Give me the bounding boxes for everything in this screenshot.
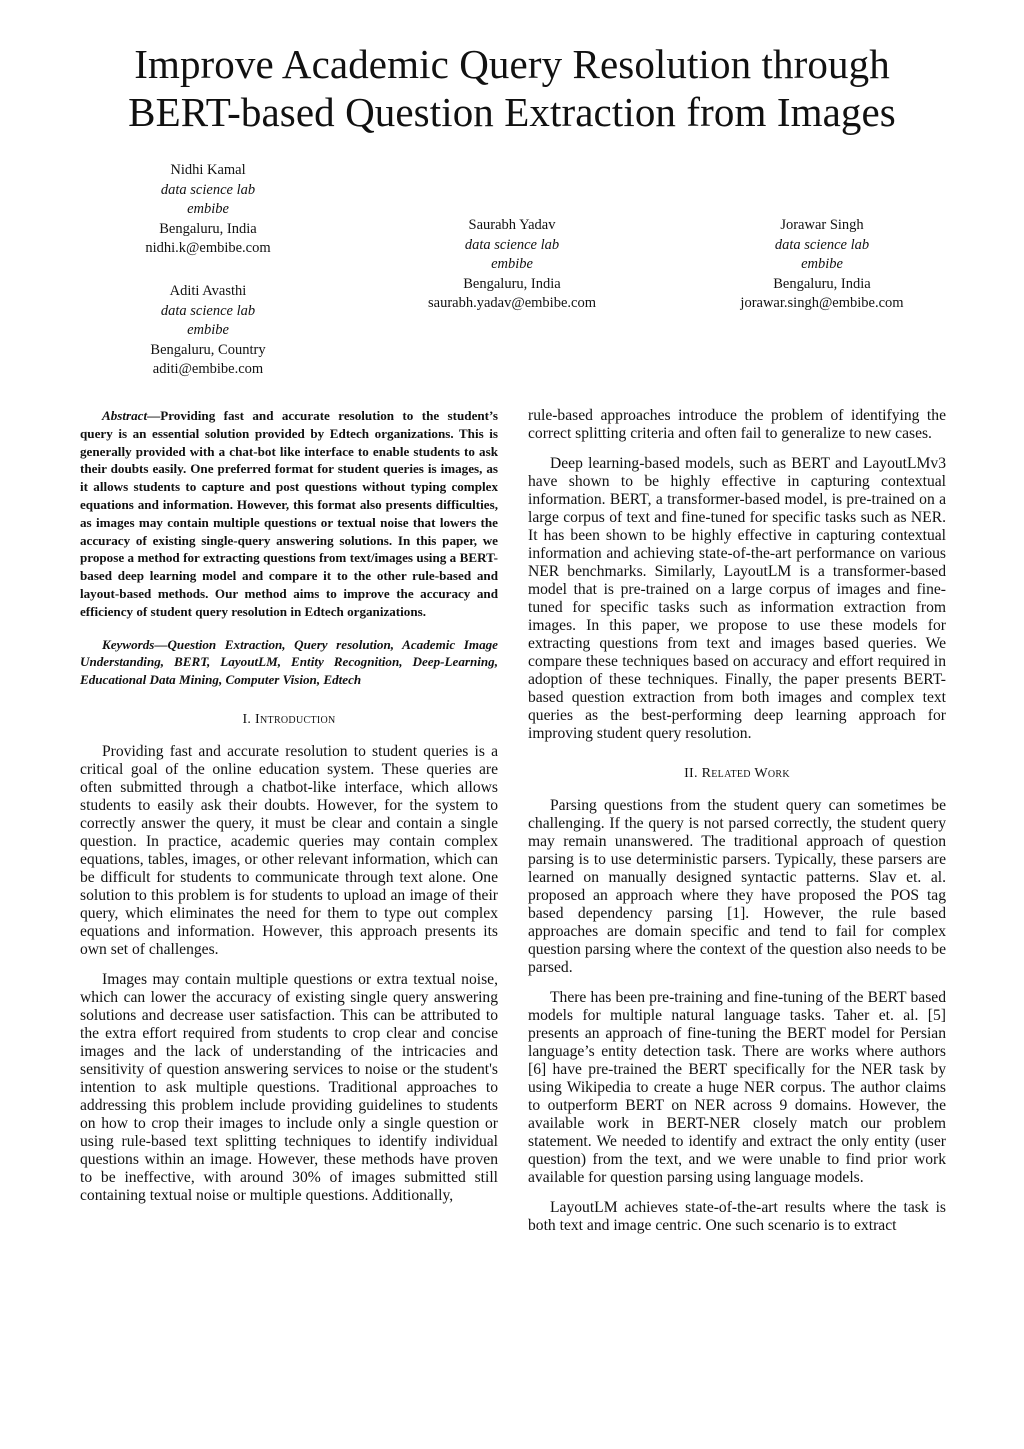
author-org: embibe bbox=[187, 322, 229, 338]
author-name: Jorawar Singh bbox=[780, 217, 864, 233]
author-name: Aditi Avasthi bbox=[169, 283, 247, 299]
paragraph: There has been pre-training and fine-tuning of the BERT based models for multiple natural language tasks. Taher et. al. [5] presents an approach of fine-tuning the BERT model for Persian language’s entity detection task. There are works where authors [6] have pre-trained the BERT specifically for the NER task by using Wikipedia to create a huge NER corpus. The author claims to outperform BERT on NER across 9 domains. However, the available work in BERT-NER closely match our problem statement. We needed to identify and extract the only entity (user question) from the text, and we were unable to find prior work available for question parsing using language models. bbox=[528, 989, 946, 1186]
title-line-2: BERT-based Question Extraction from Images bbox=[128, 89, 896, 135]
abstract-label: Abstract bbox=[102, 408, 148, 423]
abstract-text: Providing fast and accurate resolution to the student’s query is an essential solution provided by Edtech organizations. This is generally provided with a chat-bot like interface to enable students to ask their doubts easily. One preferred format for student queries is images, as it allows students to capture and post questions without typing complex equations and information. However, this format also presents difficulties, as images may contain multiple questions or textual noise that lowers the accuracy of existing single-query answering solutions. In this paper, we propose a method for extracting questions from text/images using a BERT-based deep learning model and compare it to the other rule-based and layout-based methods. Our method aims to improve the accuracy and efficiency of student query resolution in Edtech organizations. bbox=[80, 408, 498, 619]
paper-title bbox=[60, 40, 964, 136]
keywords-text: Question Extraction, Query resolution, Academic Image Understanding, BERT, LayoutLM, Entity Recognition, Deep-Learning, Educational Data Mining, Computer Vision, Edtech bbox=[80, 636, 498, 688]
section-title: Introduction bbox=[255, 711, 336, 727]
author-block-4 bbox=[702, 216, 942, 314]
author-block-2 bbox=[88, 282, 328, 380]
author-org: embibe bbox=[801, 256, 843, 272]
paragraph: Parsing questions from the student query can sometimes be challenging. If the query is not parsed correctly, the student query may remain unanswered. The traditional approach of question parsing is to use deterministic parsers. Typically, these parsers are learned on manually designed syntactic patterns. Slav et. al. proposed an approach where they have proposed the POS tag based dependency parsing [1]. However, the rule based approaches are domain specific and tend to fail for complex question parsing where the context of the question also needs to be parsed. bbox=[528, 797, 946, 976]
paragraph: rule-based approaches introduce the problem of identifying the correct splitting criteria and often fail to generalize to new cases. bbox=[528, 407, 946, 442]
author-dept: data science lab bbox=[160, 181, 256, 198]
author-org: embibe bbox=[187, 201, 229, 217]
abstract bbox=[80, 407, 498, 621]
left-column bbox=[80, 407, 498, 1205]
author-location: Bengaluru, India bbox=[159, 220, 257, 237]
title-line-1: Improve Academic Query Resolution through bbox=[134, 41, 890, 87]
section-title: Related Work bbox=[701, 766, 790, 781]
section-number: II. bbox=[684, 766, 698, 781]
paragraph: Images may contain multiple questions or extra textual noise, which can lower the accuracy of existing single query answering solutions and decrease user satisfaction. This can be attributed to the extra effort required from students to crop clear and concise images and the lack of understanding of the intricacies and sensitivity of question answering services to noise or the student's intention to ask multiple questions. Traditional approaches to addressing this problem include providing guidelines to students on how to crop their images to include only a single question or using rule-based text splitting techniques to identify individual questions within an image. However, these methods have proven to be ineffective, with around 30% of images submitted still containing textual noise or multiple questions. Additionally, bbox=[80, 970, 498, 1204]
author-block-3 bbox=[392, 216, 632, 314]
keywords bbox=[80, 636, 498, 689]
author-org: embibe bbox=[491, 256, 533, 272]
keywords-label: Keywords bbox=[102, 636, 155, 652]
author-location: Bengaluru, India bbox=[773, 275, 871, 292]
author-email: aditi@embibe.com bbox=[152, 361, 264, 377]
paragraph: LayoutLM achieves state-of-the-art results where the task is both text and image centric. One such scenario is to extract bbox=[528, 1199, 946, 1234]
author-name: Nidhi Kamal bbox=[170, 162, 246, 178]
author-email: nidhi.k@embibe.com bbox=[145, 240, 271, 256]
section-number: I. bbox=[242, 711, 252, 727]
right-column bbox=[528, 407, 946, 1235]
author-block-1 bbox=[88, 161, 328, 259]
author-dept: data science lab bbox=[464, 236, 560, 253]
author-email: jorawar.singh@embibe.com bbox=[740, 295, 904, 311]
author-name: Saurabh Yadav bbox=[468, 217, 556, 233]
author-location: Bengaluru, Country bbox=[150, 341, 266, 358]
author-dept: data science lab bbox=[160, 302, 256, 319]
author-email: saurabh.yadav@embibe.com bbox=[428, 295, 596, 311]
section-heading-introduction bbox=[80, 711, 498, 729]
author-location: Bengaluru, India bbox=[463, 275, 561, 292]
author-dept: data science lab bbox=[774, 236, 870, 253]
section-heading-related-work bbox=[528, 765, 946, 783]
paragraph: Providing fast and accurate resolution to student queries is a critical goal of the online education system. These queries are often submitted through a chatbot-like interface, which allows students to easily ask their doubts. However, for the system to correctly answer the query, it must be clear and contain a single question. In practice, academic queries may contain complex equations, tables, images, or other relevant information, which can be difficult for students to communicate through text alone. One solution to this problem is for students to upload an image of their query, which eliminates the need for them to type out complex equations and information. However, this approach presents its own set of challenges. bbox=[80, 742, 498, 958]
paragraph: Deep learning-based models, such as BERT and LayoutLMv3 have shown to be highly effective in capturing contextual information. BERT, a transformer-based model, is pre-trained on a large corpus of text and fine-tuned for specific tasks such as NER. It has been shown to be highly effective in capturing contextual information and achieving state-of-the-art performance on various NER benchmarks. Similarly, LayoutLM is a transformer-based model that is pre-trained on a large corpus of images and fine-tuned for specific tasks such as information extraction from images. In this paper, we propose to use these models for extracting questions from text and images based queries. We compare these techniques based on accuracy and effort required in adoption of these techniques. Finally, the paper presents BERT-based question extraction from both images and complex text queries as the best-performing deep learning approach for improving student query resolution. bbox=[528, 455, 946, 742]
abstract-dash: — bbox=[147, 408, 161, 423]
keywords-dash: — bbox=[154, 636, 168, 652]
